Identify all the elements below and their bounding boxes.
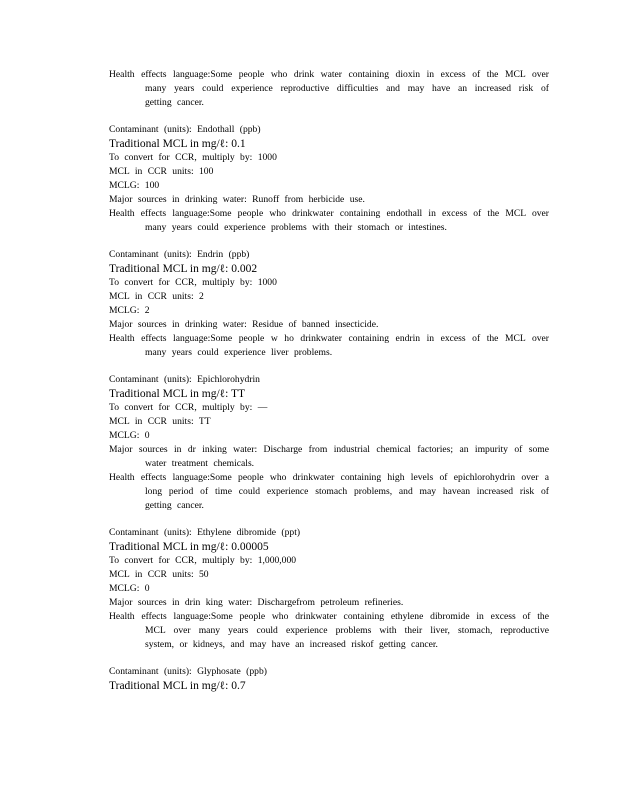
traditional-mcl: Traditional MCL in mg/ℓ: 0.002 — [109, 263, 258, 275]
dioxin-health-effects: Health effects language:Some people who drink water containing dioxin in excess of the MCL over many years could experience reproductive difficulties and may have an increased risk of getting cancer. — [109, 69, 549, 108]
contaminant-name: Contaminant (units): Endrin (ppb) — [109, 249, 250, 260]
document-body — [109, 68, 549, 693]
health-effects: Health effects language:Some people w ho drinkwater containing endrin in excess of the MCL over many years could experience liver problems. — [109, 333, 549, 358]
traditional-mcl: Traditional MCL in mg/ℓ: TT — [109, 388, 246, 400]
major-sources: Major sources in drinking water: Runoff from herbicide use. — [109, 194, 365, 205]
mcl-ccr-units: MCL in CCR units: 2 — [109, 291, 204, 302]
traditional-mcl: Traditional MCL in mg/ℓ: 0.7 — [109, 680, 246, 692]
contaminant-entry-ethylene-dibromide — [109, 526, 549, 652]
ccr-conversion: To convert for CCR, multiply by: 1000 — [109, 152, 277, 163]
contaminant-name: Contaminant (units): Endothall (ppb) — [109, 124, 261, 135]
mclg: MCLG: 100 — [109, 180, 160, 191]
contaminant-name: Contaminant (units): Glyphosate (ppb) — [109, 666, 267, 677]
health-effects: Health effects language:Some people who drinkwater containing ethylene dibromide in excess of the MCL over many years could experience problems with their liver, stomach, reproductive system, or kidneys, and may have an increased riskof getting cancer. — [109, 611, 549, 650]
health-effects: Health effects language:Some people who drinkwater containing high levels of epichlorohydrin over a long period of time could experience stomach problems, and may havean increased risk of getting cancer. — [109, 472, 549, 511]
mclg: MCLG: 2 — [109, 305, 150, 316]
contaminant-entry-endothall — [109, 123, 549, 235]
ccr-conversion: To convert for CCR, multiply by: — — [109, 402, 268, 413]
mclg: MCLG: 0 — [109, 430, 150, 441]
mcl-ccr-units: MCL in CCR units: 50 — [109, 569, 209, 580]
traditional-mcl: Traditional MCL in mg/ℓ: 0.1 — [109, 138, 246, 150]
contaminant-entry-glyphosate — [109, 665, 549, 693]
major-sources: Major sources in dr inking water: Discharge from industrial chemical factories; an impurity of some water treatment chemicals. — [109, 444, 549, 469]
contaminant-entry-endrin — [109, 248, 549, 360]
major-sources: Major sources in drinking water: Residue of banned insecticide. — [109, 319, 379, 330]
contaminant-entry-epichlorohydrin — [109, 373, 549, 513]
health-effects: Health effects language:Some people who drinkwater containing endothall in excess of the MCL over many years could experience problems with their stomach or intestines. — [109, 208, 549, 233]
ccr-conversion: To convert for CCR, multiply by: 1000 — [109, 277, 277, 288]
ccr-conversion: To convert for CCR, multiply by: 1,000,000 — [109, 555, 297, 566]
mcl-ccr-units: MCL in CCR units: TT — [109, 416, 211, 427]
traditional-mcl: Traditional MCL in mg/ℓ: 0.00005 — [109, 541, 269, 553]
contaminant-name: Contaminant (units): Epichlorohydrin — [109, 374, 260, 385]
contaminant-name: Contaminant (units): Ethylene dibromide (ppt) — [109, 527, 301, 538]
major-sources: Major sources in drin king water: Dischargefrom petroleum refineries. — [109, 597, 404, 608]
mclg: MCLG: 0 — [109, 583, 150, 594]
mcl-ccr-units: MCL in CCR units: 100 — [109, 166, 214, 177]
